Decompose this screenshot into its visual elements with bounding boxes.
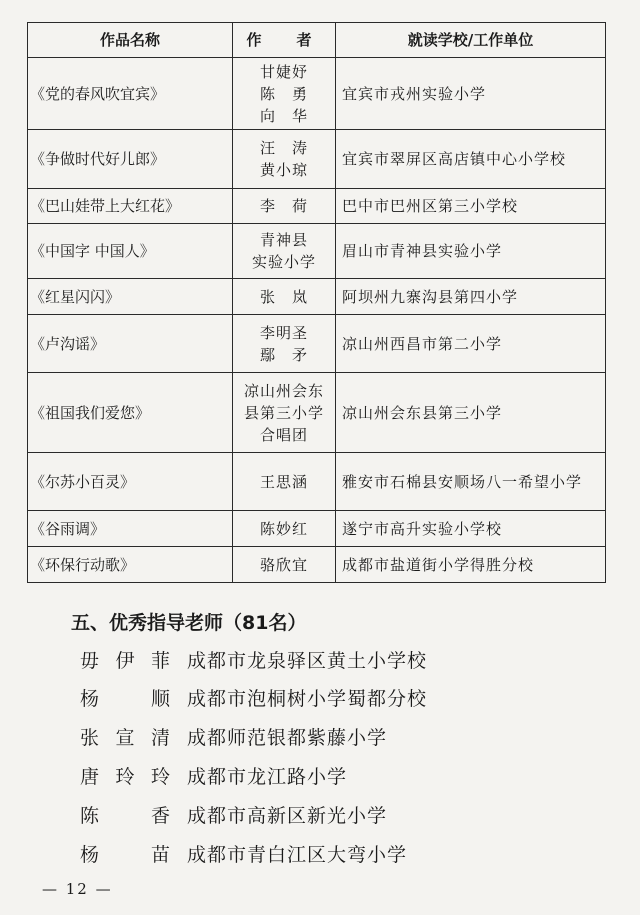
table-row [28, 58, 606, 130]
table-row [28, 373, 606, 453]
teacher-school: 成都市龙泉驿区黄土小学校 [187, 650, 428, 672]
header-work-title: 作品名称 [28, 23, 233, 58]
list-item [80, 723, 388, 753]
school: 成都市盐道街小学得胜分校 [336, 547, 606, 583]
school: 巴中市巴州区第三小学校 [336, 189, 606, 224]
teacher-name: 杨 顺 [80, 688, 170, 710]
table-row [28, 189, 606, 224]
section-title: 五、优秀指导老师（81名） [71, 612, 307, 634]
teacher-name: 陈 香 [80, 805, 170, 827]
school: 宜宾市戎州实验小学 [336, 58, 606, 130]
work-title: 《环保行动歌》 [28, 547, 233, 583]
teacher-school: 成都市龙江路小学 [187, 766, 348, 788]
teacher-school: 成都市泡桐树小学蜀都分校 [187, 688, 428, 710]
author: 汪 涛 黄小琼 [233, 130, 336, 189]
work-title: 《党的春风吹宜宾》 [28, 58, 233, 130]
work-title: 《巴山娃带上大红花》 [28, 189, 233, 224]
teacher-name: 毋伊菲 [80, 650, 170, 672]
list-item [80, 684, 428, 714]
work-title: 《争做时代好儿郎》 [28, 130, 233, 189]
page-number: — 12 — [42, 880, 113, 898]
author: 陈妙红 [233, 511, 336, 547]
teacher-name: 张宣清 [80, 727, 170, 749]
work-title: 《中国字 中国人》 [28, 224, 233, 279]
school: 遂宁市高升实验小学校 [336, 511, 606, 547]
work-title: 《卢沟谣》 [28, 315, 233, 373]
author: 青神县 实验小学 [233, 224, 336, 279]
work-title: 《红星闪闪》 [28, 279, 233, 315]
awards-table [27, 22, 606, 583]
school: 宜宾市翠屏区高店镇中心小学校 [336, 130, 606, 189]
list-item [80, 762, 348, 792]
table-row [28, 547, 606, 583]
list-item [80, 840, 408, 870]
author: 王思涵 [233, 453, 336, 511]
list-item [80, 801, 388, 831]
author: 张 岚 [233, 279, 336, 315]
table-row [28, 130, 606, 189]
table-row [28, 453, 606, 511]
table-row [28, 224, 606, 279]
table-row [28, 279, 606, 315]
teacher-school: 成都师范银都紫藤小学 [187, 727, 388, 749]
teacher-school: 成都市青白江区大弯小学 [187, 844, 408, 866]
table-header-row [28, 23, 606, 58]
work-title: 《祖国我们爱您》 [28, 373, 233, 453]
school: 眉山市青神县实验小学 [336, 224, 606, 279]
author: 甘婕妤 陈 勇 向 华 [233, 58, 336, 130]
table-row [28, 511, 606, 547]
work-title: 《谷雨调》 [28, 511, 233, 547]
school: 凉山州会东县第三小学 [336, 373, 606, 453]
author: 李 荷 [233, 189, 336, 224]
table-row [28, 315, 606, 373]
author: 凉山州会东 县第三小学 合唱团 [233, 373, 336, 453]
teacher-name: 唐玲玲 [80, 766, 170, 788]
author: 李明圣 鄢 矛 [233, 315, 336, 373]
work-title: 《尔苏小百灵》 [28, 453, 233, 511]
list-item [80, 646, 428, 676]
school: 凉山州西昌市第二小学 [336, 315, 606, 373]
teacher-school: 成都市高新区新光小学 [187, 805, 388, 827]
school: 阿坝州九寨沟县第四小学 [336, 279, 606, 315]
header-author: 作 者 [233, 23, 336, 58]
school: 雅安市石棉县安顺场八一希望小学 [336, 453, 606, 511]
header-school: 就读学校/工作单位 [336, 23, 606, 58]
author: 骆欣宜 [233, 547, 336, 583]
teacher-name: 杨 苗 [80, 844, 170, 866]
